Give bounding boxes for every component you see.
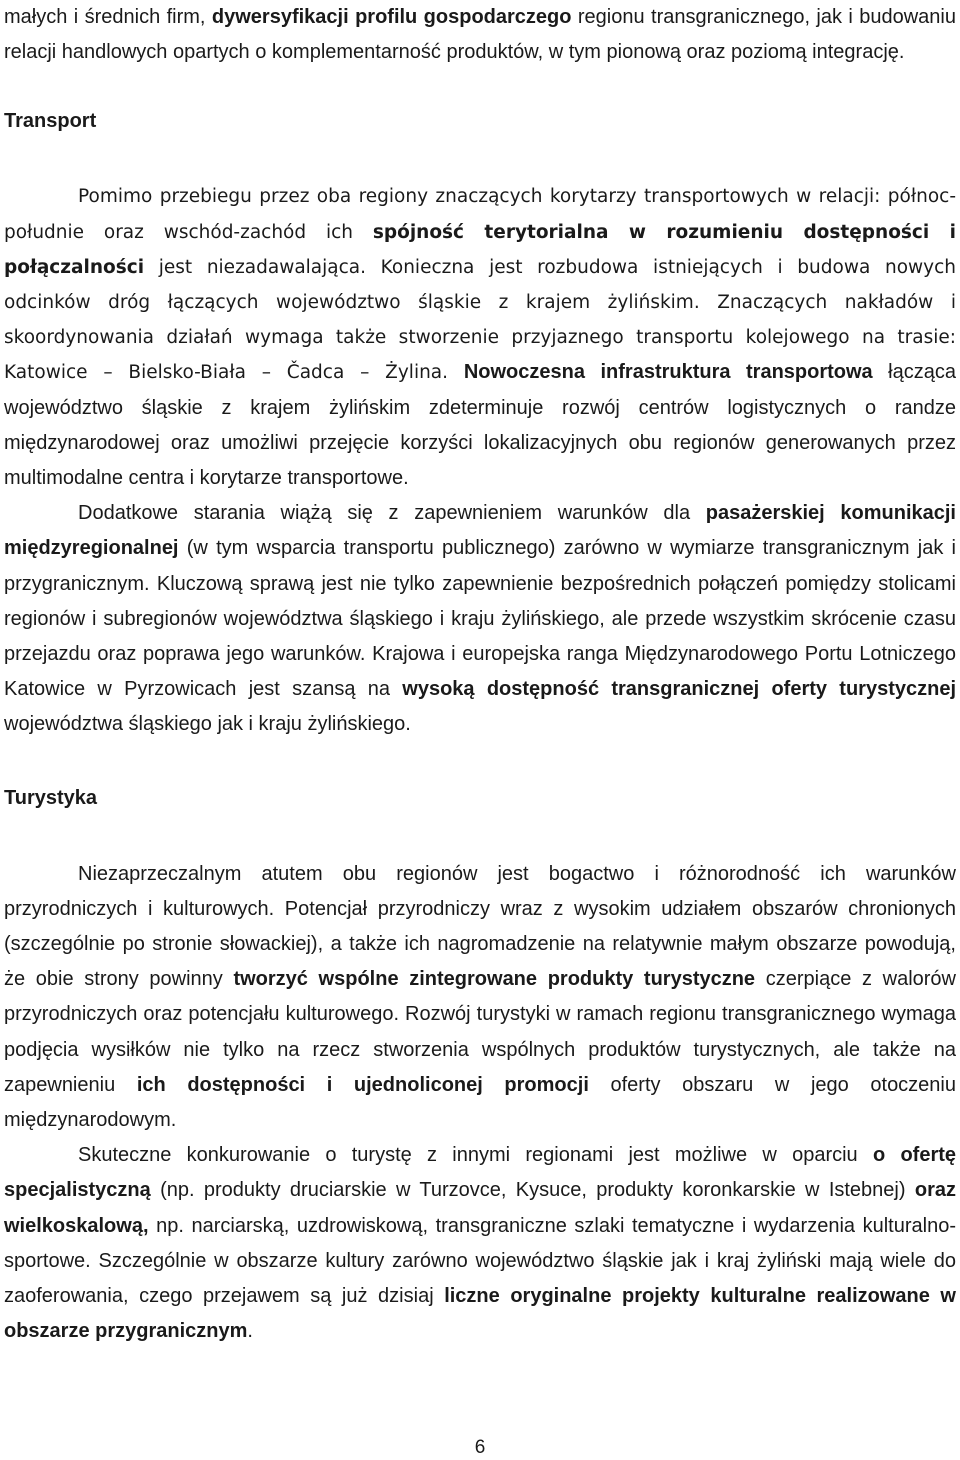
text-run: małych i średnich firm, [4,6,212,28]
bold-phrase: dywersyfikacji profilu gospodarczego [211,6,572,28]
transport-paragraph-2 [4,496,956,742]
bold-phrase: o ofertę specjalistyczną [4,1144,957,1202]
text-run: regionu transgranicznego, jak i budowaniu relacji handlowych opartych o komplementarność produktów, w tym pionową oraz poziomą integrację. [4,6,956,64]
turystyka-paragraph-1 [4,857,956,1139]
text-run: Niezaprzeczalnym atutem obu regionów jest bogactwo i różnorodność ich warunków przyrodniczych i kulturowych. Potencjał przyrodniczy wraz z wysokim udziałem obszarów chronionych (szczególnie po stronie słowackiej), a także ich nagromadzenie na relatywnie małym obszarze powodują, że obie strony powinny [4,862,956,991]
bold-phrase: Nowoczesna infrastruktura transportowa [463,361,873,384]
bold-phrase: oraz wielkoskalową, [4,1179,956,1237]
bold-phrase: ich dostępności i ujednoliconej promocji [136,1073,589,1096]
text-run: Skuteczne konkurowanie o turystę z innymi regionami jest możliwe w oparciu [78,1144,873,1167]
page-number: 6 [474,1437,486,1458]
bold-phrase: tworzyć wspólne zintegrowane produkty turystyczne [233,968,756,991]
transport-paragraph-1 [4,179,956,496]
text-run: . [247,1320,253,1343]
section-heading-turystyka: Turystyka [4,786,98,809]
bold-phrase: liczne oryginalne projekty kulturalne realizowane w obszarze przygranicznym [4,1285,956,1343]
document-page [4,0,956,1350]
text-run: jest niezadawalająca. Konieczna jest rozbudowa istniejących i budowa nowych odcinków dróg łączących województwo śląskie z krajem żylińskim. Znaczących nakładów i skoordynowania działań wymaga także stworzenie przyjaznego transportu kolejowego na trasie: Katowice – Bielsko-Biała – Čadca – Żylina. [4,256,956,384]
section-heading-transport: Transport [4,110,97,133]
text-run: np. narciarską, uzdrowiskową, transgraniczne szlaki tematyczne i wydarzenia kulturalno-sportowe. Szczególnie w obszarze kultury zarówno województwo śląskie jak i kraj żyliński mają wiele do zaoferowania, czego przejawem są już dzisiaj [4,1214,956,1308]
bold-phrase: spójność terytorialna w rozumieniu dostępności i połączalności [4,221,956,278]
bold-phrase: wysoką dostępność transgranicznej oferty turystycznej [402,678,957,701]
text-run: (np. produkty druciarskie w Turzovce, Kysuce, produkty koronkarskie w Istebnej) [150,1179,915,1202]
text-run: czerpiące z walorów przyrodniczych oraz potencjału kulturowego. Rozwój turystyki w ramach regionu transgranicznego wymaga podjęcia wysiłków nie tylko na rzecz stworzenia wspólnych produktów turystycznych, ale także na zapewnieniu [4,968,957,1096]
text-run: oferty obszaru w jego otoczeniu międzynarodowym. [4,1073,956,1132]
text-run: Dodatkowe starania wiążą się z zapewnieniem warunków dla [78,502,706,525]
intro-paragraph [4,0,956,70]
text-run: Pomimo przebiegu przez oba regiony znaczących korytarzy transportowych w relacji: północ-południe oraz wschód-zachód ich [4,186,956,243]
turystyka-paragraph-2 [4,1138,956,1349]
text-run: województwa śląskiego jak i kraju żylińskiego. [4,713,411,736]
bold-phrase: pasażerskiej komunikacji międzyregionalnej [4,502,956,560]
text-run: łącząca województwo śląskie z krajem żylińskim zdeterminuje rozwój centrów logistycznych o randze międzynarodowej oraz umożliwi przejęcie korzyści lokalizacyjnych obu regionów generowanych przez multimodalne centra i korytarze transportowe. [4,361,956,490]
text-run: (w tym wsparcia transportu publicznego) zarówno w wymiarze transgranicznym jak i przygranicznym. Kluczową sprawą jest nie tylko zapewnienie bezpośrednich połączeń pomiędzy stolicami regionów i subregionów województwa śląskiego i kraju żylińskiego, ale przede wszystkim skrócenie czasu przejazdu oraz poprawa jego warunków. Krajowa i europejska ranga Międzynarodowego Portu Lotniczego Katowice w Pyrzowicach jest szansą na [4,537,956,701]
